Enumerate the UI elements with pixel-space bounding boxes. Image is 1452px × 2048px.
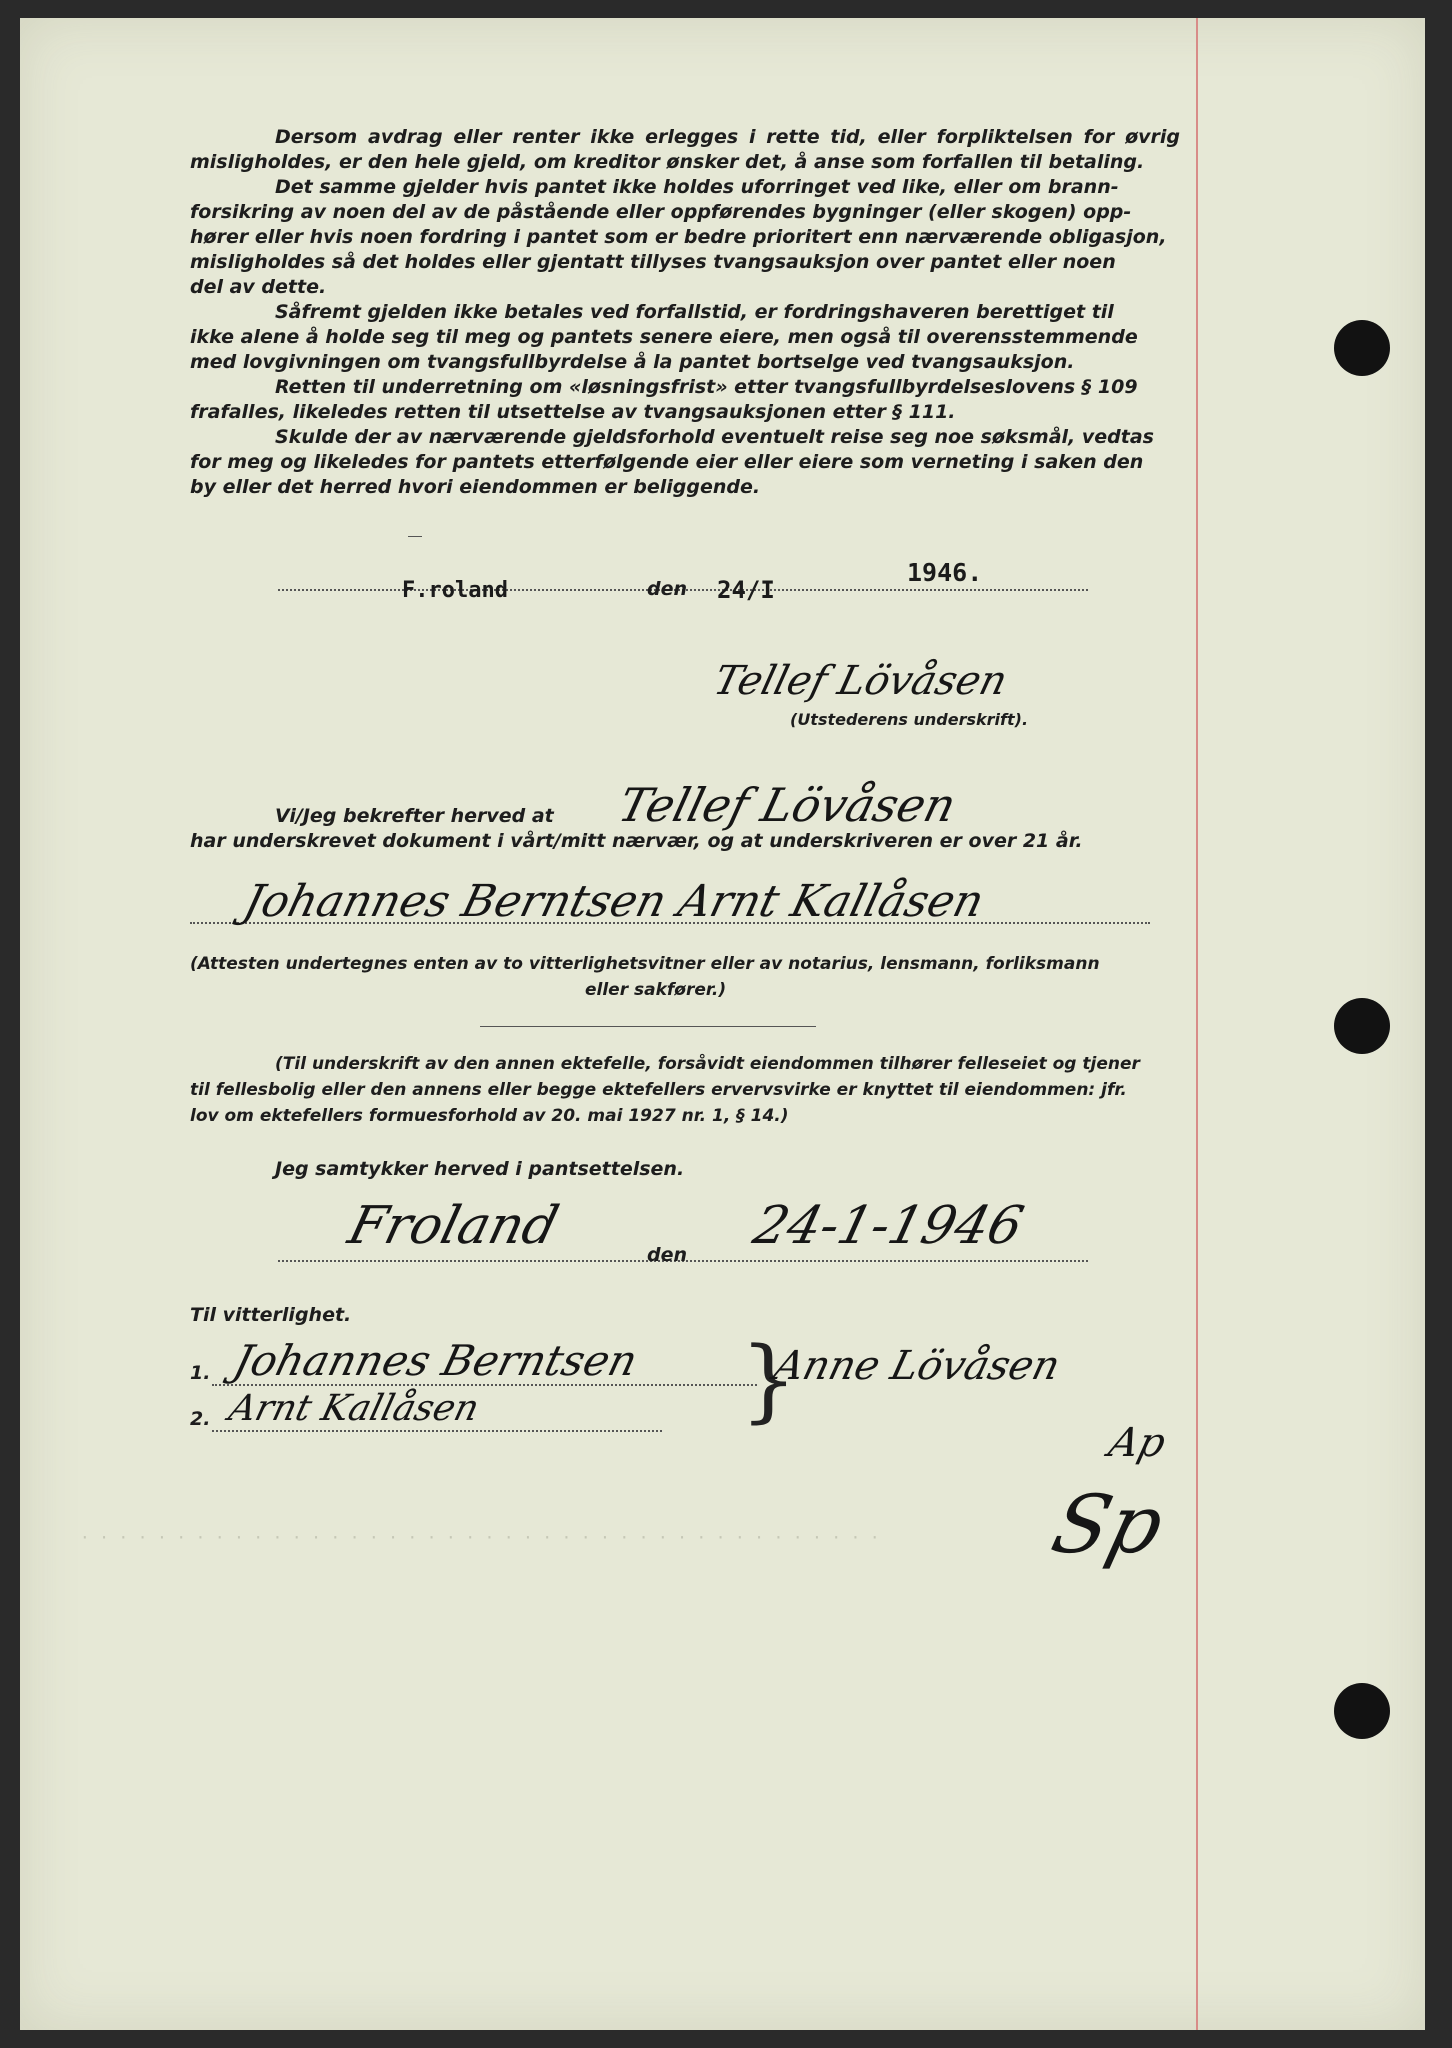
consent-text: Jeg samtykker herved i pantsettelsen.: [275, 1158, 685, 1180]
witness-2-signature: Arnt Kallåsen: [224, 1388, 484, 1429]
paragraph-line: Det samme gjelder hvis pantet ikke holdes uforringet ved like, eller om brann-: [275, 176, 1119, 198]
attest-note-line-2: eller sakfører.): [585, 980, 727, 1000]
spouse-note-line-1: (Til underskrift av den annen ektefelle, forsåvidt eiendommen tilhører felleseiet og tjener: [275, 1054, 1140, 1074]
witness-1-signature: Johannes Berntsen: [228, 1336, 643, 1385]
paragraph-line: by eller det herred hvori eiendommen er beliggende.: [190, 476, 761, 498]
witness-2-line: [212, 1430, 662, 1432]
paragraph-line: Dersom avdrag eller renter ikke erlegges i rette tid, eller forpliktelsen for øvrig: [275, 126, 1180, 148]
witness-number-1: 1.: [190, 1362, 211, 1384]
consent-place: Froland: [342, 1196, 565, 1256]
witness-heading: Til vitterlighet.: [190, 1304, 352, 1326]
paragraph-line: hører eller hvis noen fordring i pantet som er bedre prioritert enn nærværende obligasjon,: [190, 226, 1167, 248]
witness-signatures: Johannes Berntsen Arnt Kallåsen: [238, 876, 989, 927]
confirmation-line-1: Vi/Jeg bekrefter herved at: [275, 805, 554, 827]
paragraph-line: frafalles, likeledes retten til utsettelse av tvangsauksjonen etter § 111.: [190, 401, 956, 423]
paragraph-line: Retten til underretning om «løsningsfrist» etter tvangsfullbyrdelseslovens § 109: [275, 376, 1138, 398]
separator: [480, 1026, 816, 1027]
paragraph-line: forsikring av noen del av de påstående eller oppførendes bygninger (eller skogen) opp-: [190, 201, 1132, 223]
confirmed-name: Tellef Lövåsen: [613, 778, 962, 832]
paragraph-line: Skulde der av nærværende gjeldsforhold eventuelt reise seg noe søksmål, vedtas: [275, 426, 1154, 448]
paragraph-line: Såfremt gjelden ikke betales ved forfallstid, er fordringshaveren berettiget til: [275, 301, 1114, 323]
initials-mark-1: Ap: [1104, 1420, 1171, 1466]
bleed-through-text: · · · · · · · · · · · · · · · · · · · · · · · · · · · · · · · · · · · · · · · · · ·: [80, 1528, 880, 1547]
initials-mark-2: Sp: [1043, 1478, 1173, 1571]
den-label: den: [647, 578, 688, 600]
issuer-signature: Tellef Lövåsen: [709, 658, 1012, 704]
paragraph-line: ikke alene å holde seg til meg og pantets senere eiere, men også til overensstemmende: [190, 326, 1138, 348]
year-typed: 1946.: [907, 558, 983, 587]
spouse-note-line-3: lov om ektefellers formuesforhold av 20. mai 1927 nr. 1, § 14.): [190, 1106, 789, 1126]
margin-rule: [1196, 18, 1198, 2030]
punch-hole-bottom: [1334, 1683, 1390, 1739]
witness-number-2: 2.: [190, 1408, 211, 1430]
confirmation-line-2: har underskrevet dokument i vårt/mitt nærvær, og at underskriveren er over 21 år.: [190, 830, 1083, 852]
consent-den-label: den: [647, 1244, 688, 1266]
punch-hole-middle: [1334, 998, 1390, 1054]
paragraph-line: misligholdes, er den hele gjeld, om kreditor ønsker det, å anse som forfallen til betaling.: [190, 151, 1145, 173]
document-page: [20, 18, 1425, 2030]
paragraph-line: misligholdes så det holdes eller gjentatt tillyses tvangsauksjon over pantet eller noen: [190, 251, 1116, 273]
attest-note-line-1: (Attesten undertegnes enten av to vitterlighetsvitner eller av notarius, lensmann, forliksmann: [190, 954, 1100, 974]
paragraph-line: del av dette.: [190, 276, 327, 298]
paragraph-line: med lovgivningen om tvangsfullbyrdelse å la pantet bortselge ved tvangsauksjon.: [190, 351, 1075, 373]
spouse-signature: Anne Lövåsen: [769, 1343, 1065, 1389]
signature-caption: (Utstederens underskrift).: [790, 710, 1029, 729]
bracket-mark: }: [740, 1328, 798, 1433]
consent-date: 24-1-1946: [747, 1196, 1030, 1256]
spouse-note-line-2: til fellesbolig eller den annens eller begge ektefellers ervervsvirke er knyttet til eiendommen: jfr.: [190, 1080, 1127, 1100]
place-typed: F.roland: [402, 578, 508, 603]
date-typed: 24/I: [717, 576, 775, 604]
dash-mark: [408, 536, 422, 537]
paragraph-line: for meg og likeledes for pantets etterfølgende eier eller eiere som verneting i saken den: [190, 451, 1144, 473]
punch-hole-top: [1334, 320, 1390, 376]
